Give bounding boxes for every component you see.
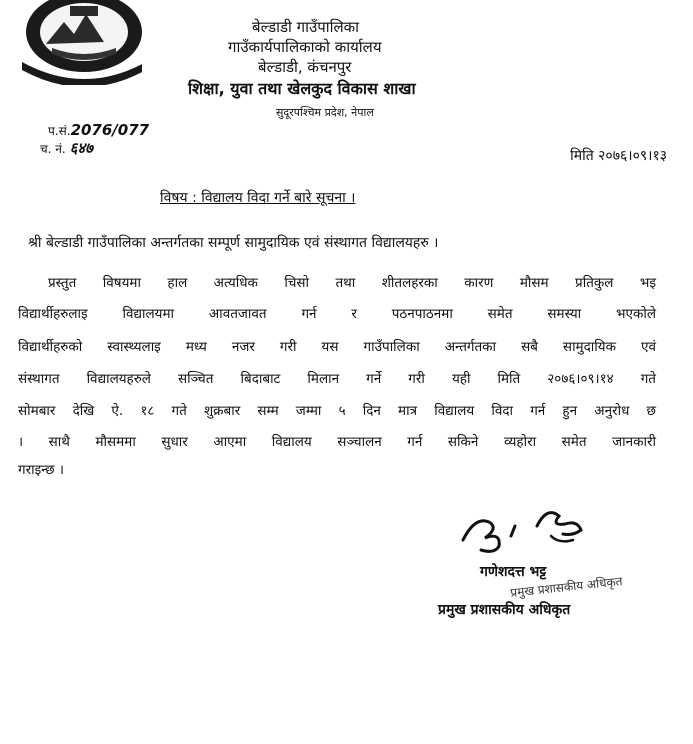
body-line-4: संस्थागत विद्यालयहरुले सञ्चित बिदाबाट मिलान गर्ने गरी यही मिति २०७६।०९।१४ गते — [18, 371, 656, 387]
reference-cn — [40, 140, 93, 157]
notice-subject: विषय : विद्यालय विदा गर्ने बारे सूचना । — [160, 190, 356, 206]
officer-stamp-title: प्रमुख प्रशासकीय अधिकृत — [509, 574, 624, 600]
body-line-2: विद्यार्थीहरुलाइ विद्यालयमा आवतजावत गर्न र पठनपाठनमा समेत समस्या भएकोले — [18, 306, 656, 322]
government-emblem-logo — [12, 0, 142, 85]
body-line-6: । साथै मौसममा सुधार आएमा विद्यालय सञ्चालन गर्न सकिने व्यहोरा समेत जानकारी — [18, 434, 656, 450]
body-line-3: विद्यार्थीहरुको स्वास्थ्यलाइ मध्य नजर गरी यस गाउँपालिका अन्तर्गतका सबै सामुदायिक एवं — [18, 339, 656, 355]
body-line-7: गराइन्छ । — [18, 462, 64, 478]
officer-title: प्रमुख प्रशासकीय अधिकृत — [438, 602, 571, 618]
header-office: गाउँकार्यपालिकाको कार्यालय — [228, 38, 382, 56]
reference-ps-value: 2076/077 — [70, 121, 150, 139]
body-line-1: प्रस्तुत विषयमा हाल अत्यधिक चिसो तथा शीतलहरका कारण मौसम प्रतिकुल भइ — [48, 275, 656, 291]
reference-cn-value: ६४७ — [69, 139, 93, 157]
notice-date: मिति २०७६।०९।१३ — [570, 148, 667, 164]
reference-ps-label: प.सं. — [48, 124, 71, 138]
header-province: सुदूरपश्चिम प्रदेश, नेपाल — [276, 106, 374, 119]
header-section: शिक्षा, युवा तथा खेलकुद विकास शाखा — [188, 79, 416, 98]
reference-cn-label: च. नं. — [40, 142, 66, 156]
handwritten-signature — [455, 496, 625, 556]
header-municipality: बेल्डाडी गाउँपालिका — [252, 18, 360, 36]
body-line-5: सोमबार देखि ऐ. १८ गते शुक्रबार सम्म जम्मा ५ दिन मात्र विद्यालय विदा गर्न हुन अनुरोध छ — [18, 403, 656, 419]
reference-ps — [48, 122, 149, 139]
officer-name: गणेशदत्त भट्ट — [480, 564, 547, 580]
notice-recipient: श्री बेल्डाडी गाउँपालिका अन्तर्गतका सम्पूर्ण सामुदायिक एवं संस्थागत विद्यालयहरु । — [28, 235, 439, 251]
header-address: बेल्डाडी, कंचनपुर — [258, 58, 352, 76]
